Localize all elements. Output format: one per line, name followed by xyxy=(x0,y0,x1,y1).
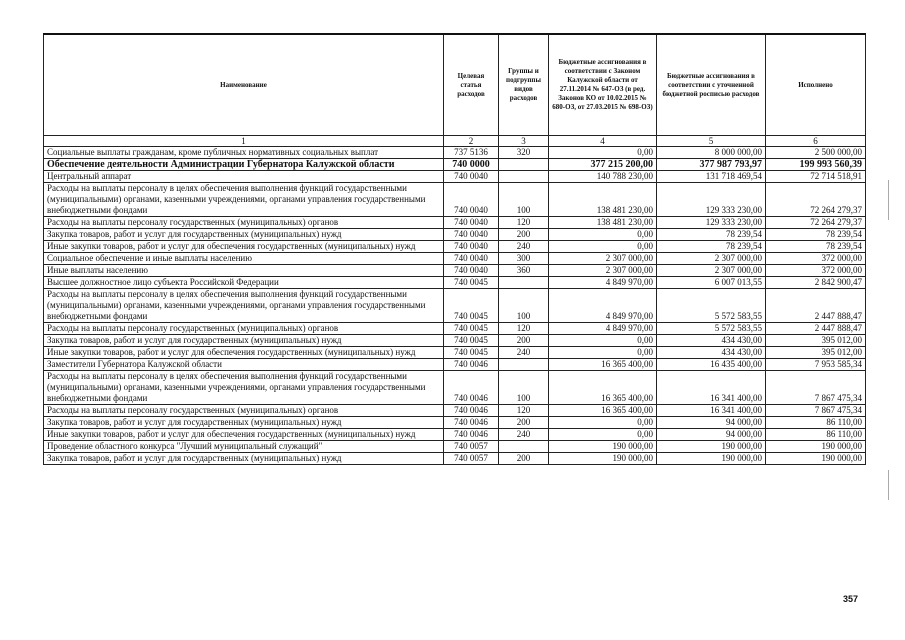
row-name: Обеспечение деятельности Администрации Губернатора Калужской области xyxy=(44,159,444,171)
row-executed-amount: 72 714 518,91 xyxy=(766,171,866,183)
row-target-code: 740 0000 xyxy=(444,159,499,171)
row-name: Закупка товаров, работ и услуг для государственных (муниципальных) нужд xyxy=(44,229,444,241)
row-target-code: 740 0057 xyxy=(444,441,499,453)
row-name: Расходы на выплаты персоналу государственных (муниципальных) органов xyxy=(44,217,444,229)
row-approved-amount: 0,00 xyxy=(549,347,657,359)
row-target-code: 740 0040 xyxy=(444,229,499,241)
row-name: Иные закупки товаров, работ и услуг для обеспечения государственных (муниципальных) нужд xyxy=(44,347,444,359)
row-name: Закупка товаров, работ и услуг для государственных (муниципальных) нужд xyxy=(44,453,444,465)
row-executed-amount: 2 500 000,00 xyxy=(766,147,866,159)
row-name: Расходы на выплаты персоналу государственных (муниципальных) органов xyxy=(44,323,444,335)
table-row xyxy=(44,229,866,241)
row-refined-amount: 78 239,54 xyxy=(657,229,766,241)
row-executed-amount: 78 239,54 xyxy=(766,229,866,241)
row-approved-amount: 0,00 xyxy=(549,417,657,429)
row-target-code: 740 0040 xyxy=(444,265,499,277)
row-executed-amount: 2 447 888,47 xyxy=(766,323,866,335)
row-group-code xyxy=(499,441,549,453)
row-refined-amount: 78 239,54 xyxy=(657,241,766,253)
row-refined-amount: 8 000 000,00 xyxy=(657,147,766,159)
row-target-code: 740 0040 xyxy=(444,171,499,183)
header-target-article: Целевая статья расходов xyxy=(444,34,499,136)
row-name: Расходы на выплаты персоналу государственных (муниципальных) органов xyxy=(44,405,444,417)
row-name: Расходы на выплаты персоналу в целях обеспечения выполнения функций государственными (муниципальными) органами, казенными учреждениями, органами управления государственными внебюджетными фондами xyxy=(44,371,444,405)
table-header-row xyxy=(44,34,866,136)
row-executed-amount: 372 000,00 xyxy=(766,265,866,277)
row-target-code: 740 0045 xyxy=(444,277,499,289)
row-executed-amount: 72 264 279,37 xyxy=(766,183,866,217)
row-refined-amount: 377 987 793,97 xyxy=(657,159,766,171)
row-target-code: 740 0045 xyxy=(444,347,499,359)
row-refined-amount: 129 333 230,00 xyxy=(657,217,766,229)
column-number: 2 xyxy=(444,136,499,147)
row-group-code: 240 xyxy=(499,429,549,441)
table-body xyxy=(44,147,866,465)
row-executed-amount: 2 447 888,47 xyxy=(766,289,866,323)
row-executed-amount: 7 953 585,34 xyxy=(766,359,866,371)
table-row xyxy=(44,159,866,171)
row-target-code: 740 0046 xyxy=(444,371,499,405)
row-target-code: 740 0045 xyxy=(444,335,499,347)
budget-document-page xyxy=(43,33,865,465)
row-name: Высшее должностное лицо субъекта Российской Федерации xyxy=(44,277,444,289)
row-group-code xyxy=(499,359,549,371)
row-approved-amount: 190 000,00 xyxy=(549,441,657,453)
row-executed-amount: 72 264 279,37 xyxy=(766,217,866,229)
row-approved-amount: 16 365 400,00 xyxy=(549,359,657,371)
table-row xyxy=(44,429,866,441)
row-group-code: 360 xyxy=(499,265,549,277)
table-row xyxy=(44,265,866,277)
table-row xyxy=(44,417,866,429)
column-number: 1 xyxy=(44,136,444,147)
row-target-code: 740 0057 xyxy=(444,453,499,465)
row-approved-amount: 4 849 970,00 xyxy=(549,323,657,335)
row-name: Расходы на выплаты персоналу в целях обеспечения выполнения функций государственными (муниципальными) органами, казенными учреждениями, органами управления государственными внебюджетными фондами xyxy=(44,289,444,323)
row-group-code: 320 xyxy=(499,147,549,159)
row-name: Иные закупки товаров, работ и услуг для обеспечения государственных (муниципальных) нужд xyxy=(44,429,444,441)
header-executed: Исполнено xyxy=(766,34,866,136)
row-executed-amount: 7 867 475,34 xyxy=(766,371,866,405)
header-name: Наименование xyxy=(44,34,444,136)
row-target-code: 740 0046 xyxy=(444,429,499,441)
row-group-code: 240 xyxy=(499,241,549,253)
row-approved-amount: 190 000,00 xyxy=(549,453,657,465)
row-approved-amount: 2 307 000,00 xyxy=(549,253,657,265)
table-row xyxy=(44,371,866,405)
row-group-code: 120 xyxy=(499,323,549,335)
table-row xyxy=(44,183,866,217)
row-approved-amount: 377 215 200,00 xyxy=(549,159,657,171)
row-name: Проведение областного конкурса "Лучший муниципальный служащий" xyxy=(44,441,444,453)
row-name: Расходы на выплаты персоналу в целях обеспечения выполнения функций государственными (муниципальными) органами, казенными учреждениями, органами управления государственными внебюджетными фондами xyxy=(44,183,444,217)
row-executed-amount: 395 012,00 xyxy=(766,347,866,359)
table-row xyxy=(44,453,866,465)
row-approved-amount: 4 849 970,00 xyxy=(549,289,657,323)
row-name: Социальные выплаты гражданам, кроме публичных нормативных социальных выплат xyxy=(44,147,444,159)
table-row xyxy=(44,253,866,265)
row-target-code: 737 5136 xyxy=(444,147,499,159)
row-executed-amount: 86 110,00 xyxy=(766,429,866,441)
table-row xyxy=(44,241,866,253)
row-target-code: 740 0040 xyxy=(444,217,499,229)
row-approved-amount: 0,00 xyxy=(549,241,657,253)
table-row xyxy=(44,323,866,335)
row-executed-amount: 86 110,00 xyxy=(766,417,866,429)
row-group-code xyxy=(499,171,549,183)
row-approved-amount: 4 849 970,00 xyxy=(549,277,657,289)
table-row xyxy=(44,147,866,159)
row-group-code xyxy=(499,277,549,289)
row-target-code: 740 0046 xyxy=(444,417,499,429)
header-expense-groups: Группы и подгруппы видов расходов xyxy=(499,34,549,136)
header-refined-allocations: Бюджетные ассигнования в соответствии с уточненной бюджетной росписью расходов xyxy=(657,34,766,136)
row-target-code: 740 0046 xyxy=(444,359,499,371)
row-refined-amount: 16 435 400,00 xyxy=(657,359,766,371)
scan-edge-mark xyxy=(888,180,889,220)
table-row xyxy=(44,347,866,359)
row-group-code: 120 xyxy=(499,405,549,417)
row-approved-amount: 0,00 xyxy=(549,429,657,441)
column-number: 5 xyxy=(657,136,766,147)
row-approved-amount: 16 365 400,00 xyxy=(549,371,657,405)
row-approved-amount: 0,00 xyxy=(549,229,657,241)
scan-edge-mark xyxy=(888,470,889,500)
row-refined-amount: 5 572 583,55 xyxy=(657,289,766,323)
column-number: 6 xyxy=(766,136,866,147)
row-name: Закупка товаров, работ и услуг для государственных (муниципальных) нужд xyxy=(44,417,444,429)
row-refined-amount: 94 000,00 xyxy=(657,429,766,441)
column-number: 4 xyxy=(549,136,657,147)
column-number-row xyxy=(44,136,866,147)
row-refined-amount: 434 430,00 xyxy=(657,347,766,359)
column-number: 3 xyxy=(499,136,549,147)
row-refined-amount: 2 307 000,00 xyxy=(657,253,766,265)
row-executed-amount: 2 842 900,47 xyxy=(766,277,866,289)
table-row xyxy=(44,171,866,183)
row-refined-amount: 190 000,00 xyxy=(657,441,766,453)
row-executed-amount: 190 000,00 xyxy=(766,441,866,453)
row-refined-amount: 94 000,00 xyxy=(657,417,766,429)
row-name: Социальное обеспечение и иные выплаты населению xyxy=(44,253,444,265)
table-row xyxy=(44,441,866,453)
row-group-code: 200 xyxy=(499,335,549,347)
row-group-code: 300 xyxy=(499,253,549,265)
row-approved-amount: 138 481 230,00 xyxy=(549,217,657,229)
row-group-code xyxy=(499,159,549,171)
row-target-code: 740 0045 xyxy=(444,323,499,335)
row-refined-amount: 16 341 400,00 xyxy=(657,405,766,417)
row-executed-amount: 190 000,00 xyxy=(766,453,866,465)
row-group-code: 200 xyxy=(499,229,549,241)
table-row xyxy=(44,277,866,289)
row-group-code: 200 xyxy=(499,417,549,429)
row-refined-amount: 16 341 400,00 xyxy=(657,371,766,405)
row-group-code: 200 xyxy=(499,453,549,465)
row-group-code: 100 xyxy=(499,183,549,217)
row-target-code: 740 0045 xyxy=(444,289,499,323)
row-refined-amount: 2 307 000,00 xyxy=(657,265,766,277)
row-approved-amount: 2 307 000,00 xyxy=(549,265,657,277)
row-name: Иные закупки товаров, работ и услуг для обеспечения государственных (муниципальных) нужд xyxy=(44,241,444,253)
row-name: Иные выплаты населению xyxy=(44,265,444,277)
row-approved-amount: 16 365 400,00 xyxy=(549,405,657,417)
row-refined-amount: 6 007 013,55 xyxy=(657,277,766,289)
row-executed-amount: 7 867 475,34 xyxy=(766,405,866,417)
row-approved-amount: 140 788 230,00 xyxy=(549,171,657,183)
row-group-code: 240 xyxy=(499,347,549,359)
header-approved-allocations: Бюджетные ассигнования в соответствии с Законом Калужской области от 27.11.2014 № 647-ОЗ (в ред. Законов КО от 10.02.2015 № 680-ОЗ, от 27.03.2015 № 698-ОЗ) xyxy=(549,34,657,136)
table-row xyxy=(44,217,866,229)
row-group-code: 100 xyxy=(499,371,549,405)
table-row xyxy=(44,359,866,371)
row-executed-amount: 372 000,00 xyxy=(766,253,866,265)
row-refined-amount: 5 572 583,55 xyxy=(657,323,766,335)
row-executed-amount: 78 239,54 xyxy=(766,241,866,253)
row-refined-amount: 434 430,00 xyxy=(657,335,766,347)
row-target-code: 740 0046 xyxy=(444,405,499,417)
row-name: Закупка товаров, работ и услуг для государственных (муниципальных) нужд xyxy=(44,335,444,347)
row-executed-amount: 395 012,00 xyxy=(766,335,866,347)
row-name: Заместители Губернатора Калужской области xyxy=(44,359,444,371)
row-target-code: 740 0040 xyxy=(444,241,499,253)
row-refined-amount: 190 000,00 xyxy=(657,453,766,465)
row-group-code: 100 xyxy=(499,289,549,323)
page-number: 357 xyxy=(843,594,859,604)
table-row xyxy=(44,289,866,323)
row-executed-amount: 199 993 560,39 xyxy=(766,159,866,171)
row-target-code: 740 0040 xyxy=(444,253,499,265)
row-name: Центральный аппарат xyxy=(44,171,444,183)
row-approved-amount: 0,00 xyxy=(549,335,657,347)
row-group-code: 120 xyxy=(499,217,549,229)
table-row xyxy=(44,335,866,347)
row-refined-amount: 131 718 469,54 xyxy=(657,171,766,183)
row-approved-amount: 0,00 xyxy=(549,147,657,159)
row-refined-amount: 129 333 230,00 xyxy=(657,183,766,217)
row-approved-amount: 138 481 230,00 xyxy=(549,183,657,217)
row-target-code: 740 0040 xyxy=(444,183,499,217)
table-row xyxy=(44,405,866,417)
budget-table xyxy=(43,33,866,465)
